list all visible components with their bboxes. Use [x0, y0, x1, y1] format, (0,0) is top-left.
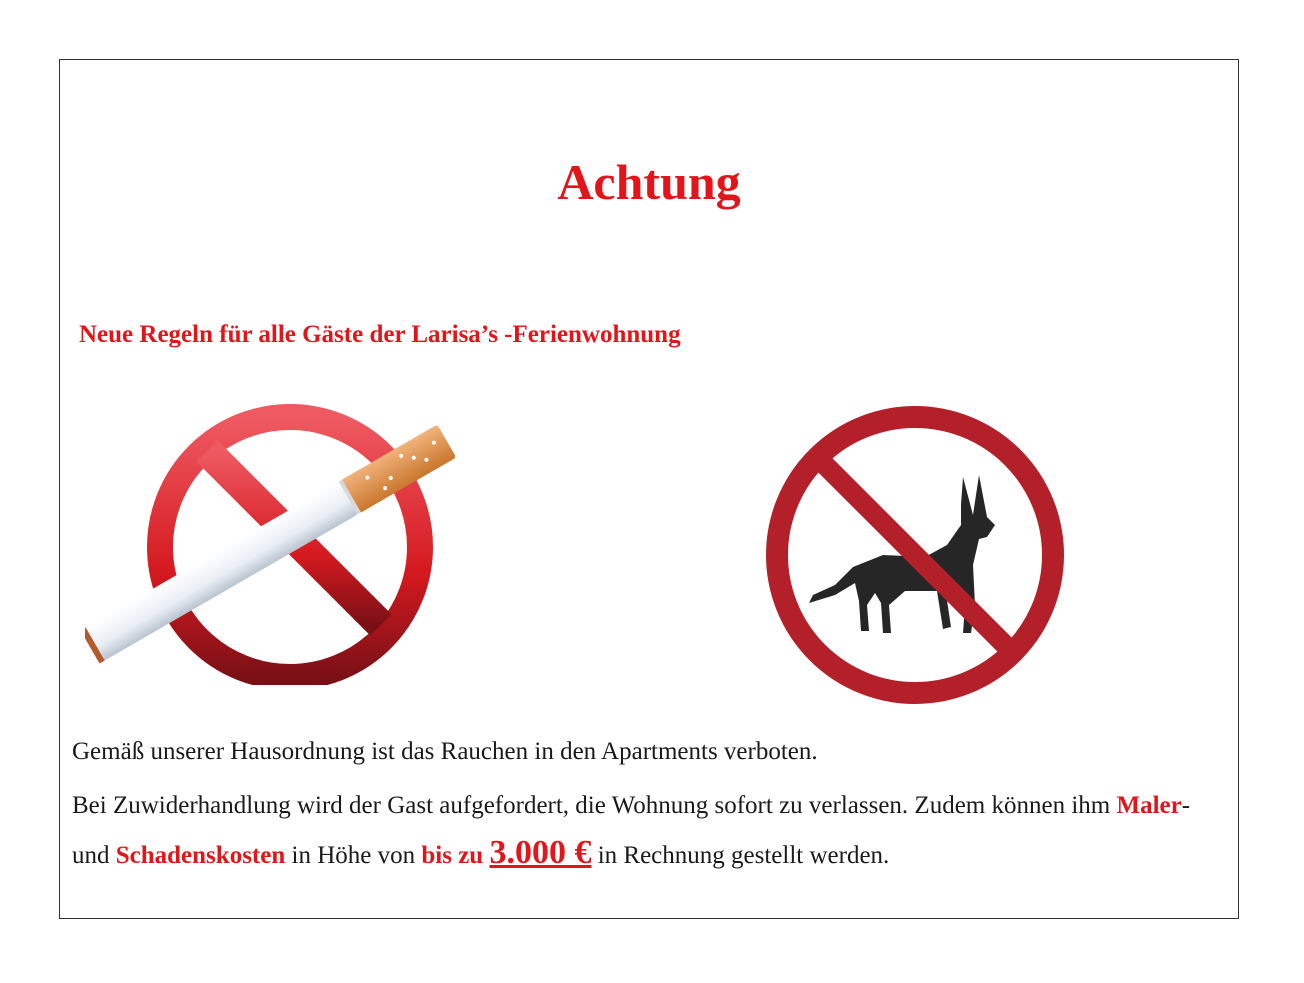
damage-costs-label: Schadenskosten [115, 842, 286, 869]
penalty-amount: 3.000 € [489, 834, 592, 871]
notice-subtitle: Neue Regeln für alle Gäste der Larisa’s -Ferienwohnung [79, 321, 681, 348]
page-title: Achtung [557, 154, 741, 210]
penalty-und: - und [72, 792, 1191, 869]
penalty-mid: in Höhe von [285, 842, 422, 869]
notice-sheet [59, 59, 1239, 919]
penalty-end: in Rechnung gestellt werden. [591, 842, 890, 869]
no-dogs-icon [765, 405, 1065, 705]
smoking-rule-text: Gemäß unserer Hausordnung ist das Rauchen in den Apartments verboten. [72, 738, 818, 765]
penalty-text [72, 786, 1218, 880]
up-to-label: bis zu [421, 842, 490, 869]
no-smoking-icon [85, 385, 515, 685]
penalty-intro: Bei Zuwiderhandlung wird der Gast aufgefordert, die Wohnung sofort zu verlassen. Zudem können ihm [72, 792, 1117, 819]
painter-costs-label: Maler [1116, 792, 1182, 819]
